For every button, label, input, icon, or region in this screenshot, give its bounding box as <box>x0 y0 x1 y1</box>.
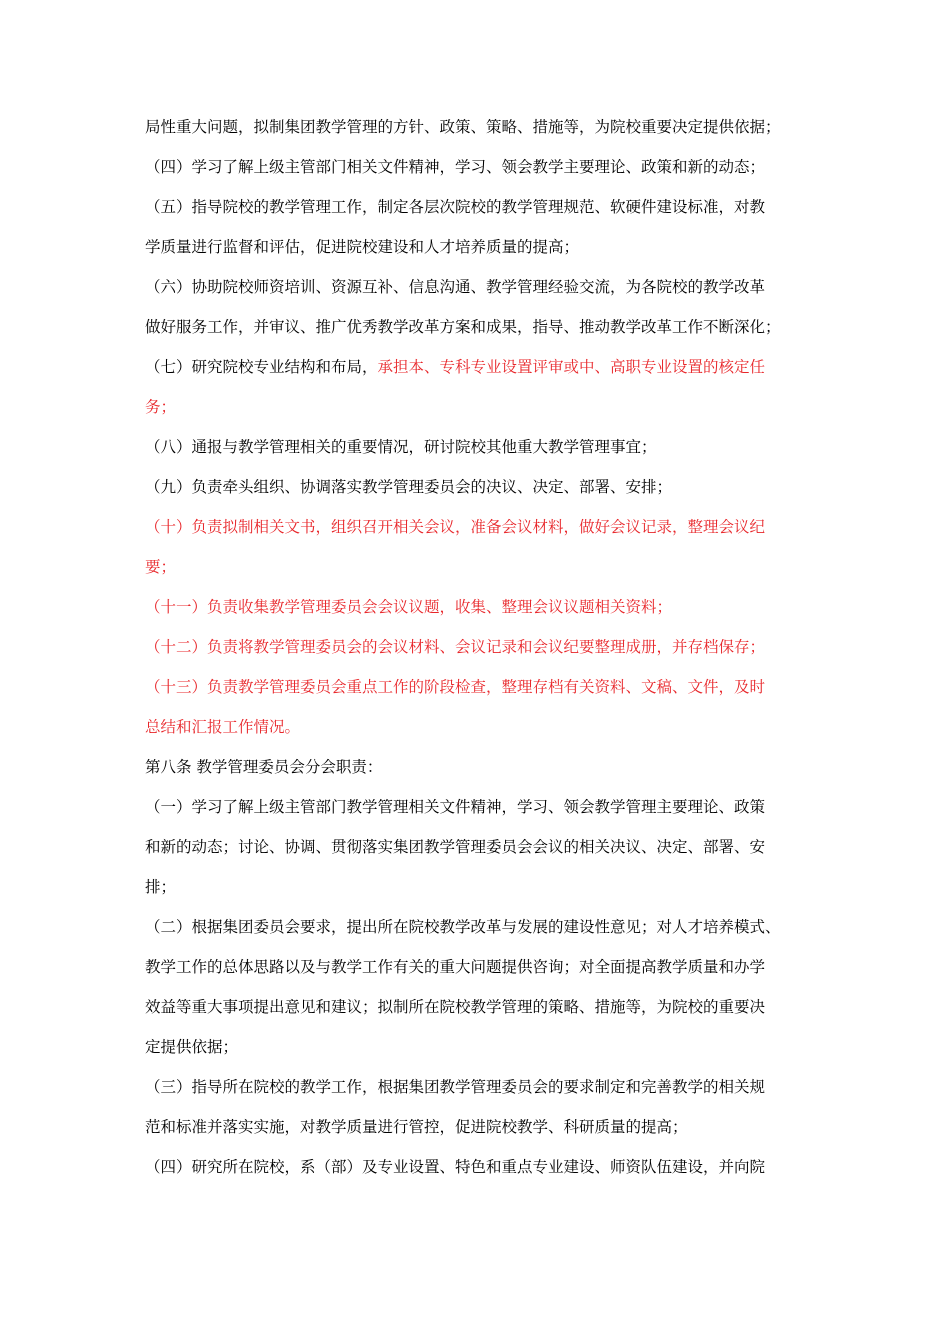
text-line: （四）研究所在院校，系（部）及专业设置、特色和重点专业建设、师资队伍建设，并向院 <box>145 1158 766 1176</box>
text-line: 排； <box>145 878 177 896</box>
text-line: （九）负责牵头组织、协调落实教学管理委员会的决议、决定、部署、安排； <box>145 478 673 496</box>
text-line: （五）指导院校的教学管理工作，制定各层次院校的教学管理规范、软硬件建设标准，对教 <box>145 198 766 216</box>
text-line: 定提供依据； <box>145 1038 239 1056</box>
article-heading: 第八条 教学管理委员会分会职责： <box>145 758 383 776</box>
highlighted-line: 务； <box>145 398 177 416</box>
highlighted-line: 总结和汇报工作情况。 <box>145 718 301 736</box>
text-line: 教学工作的总体思路以及与教学工作有关的重大问题提供咨询；对全面提高教学质量和办学 <box>145 958 766 976</box>
text-line: 和新的动态；讨论、协调、贯彻落实集团教学管理委员会会议的相关决议、决定、部署、安 <box>145 838 766 856</box>
highlighted-line: （十）负责拟制相关文书，组织召开相关会议，准备会议材料，做好会议记录，整理会议纪 <box>145 518 766 536</box>
text-line: 学质量进行监督和评估，促进院校建设和人才培养质量的提高； <box>145 238 580 256</box>
text-line <box>145 357 825 377</box>
text-line: 局性重大问题，拟制集团教学管理的方针、政策、策略、措施等，为院校重要决定提供依据； <box>145 118 781 136</box>
text-line: （六）协助院校师资培训、资源互补、信息沟通、教学管理经验交流，为各院校的教学改革 <box>145 278 766 296</box>
text-line: 范和标准并落实实施，对教学质量进行管控，促进院校教学、科研质量的提高； <box>145 1118 688 1136</box>
highlighted-text: 承担本、专科专业设置评审或中、高职专业设置的核定任 <box>377 358 766 376</box>
highlighted-line: （十一）负责收集教学管理委员会会议议题，收集、整理会议议题相关资料； <box>145 598 673 616</box>
highlighted-line: （十三）负责教学管理委员会重点工作的阶段检查，整理存档有关资料、文稿、文件，及时 <box>145 678 766 696</box>
text-line: 做好服务工作，并审议、推广优秀教学改革方案和成果，指导、推动教学改革工作不断深化； <box>145 318 781 336</box>
text-line: （八）通报与教学管理相关的重要情况，研讨院校其他重大教学管理事宜； <box>145 438 657 456</box>
text-segment: （七）研究院校专业结构和布局， <box>145 358 378 376</box>
text-line: （二）根据集团委员会要求，提出所在院校教学改革与发展的建设性意见；对人才培养模式、 <box>145 918 781 936</box>
text-line: （一）学习了解上级主管部门教学管理相关文件精神，学习、领会教学管理主要理论、政策 <box>145 798 766 816</box>
text-line: 效益等重大事项提出意见和建议；拟制所在院校教学管理的策略、措施等，为院校的重要决 <box>145 998 766 1016</box>
highlighted-line: 要； <box>145 558 177 576</box>
highlighted-line: （十二）负责将教学管理委员会的会议材料、会议记录和会议纪要整理成册，并存档保存； <box>145 638 766 656</box>
text-line: （四）学习了解上级主管部门相关文件精神，学习、领会教学主要理论、政策和新的动态； <box>145 158 766 176</box>
text-line: （三）指导所在院校的教学工作，根据集团教学管理委员会的要求制定和完善教学的相关规 <box>145 1078 766 1096</box>
